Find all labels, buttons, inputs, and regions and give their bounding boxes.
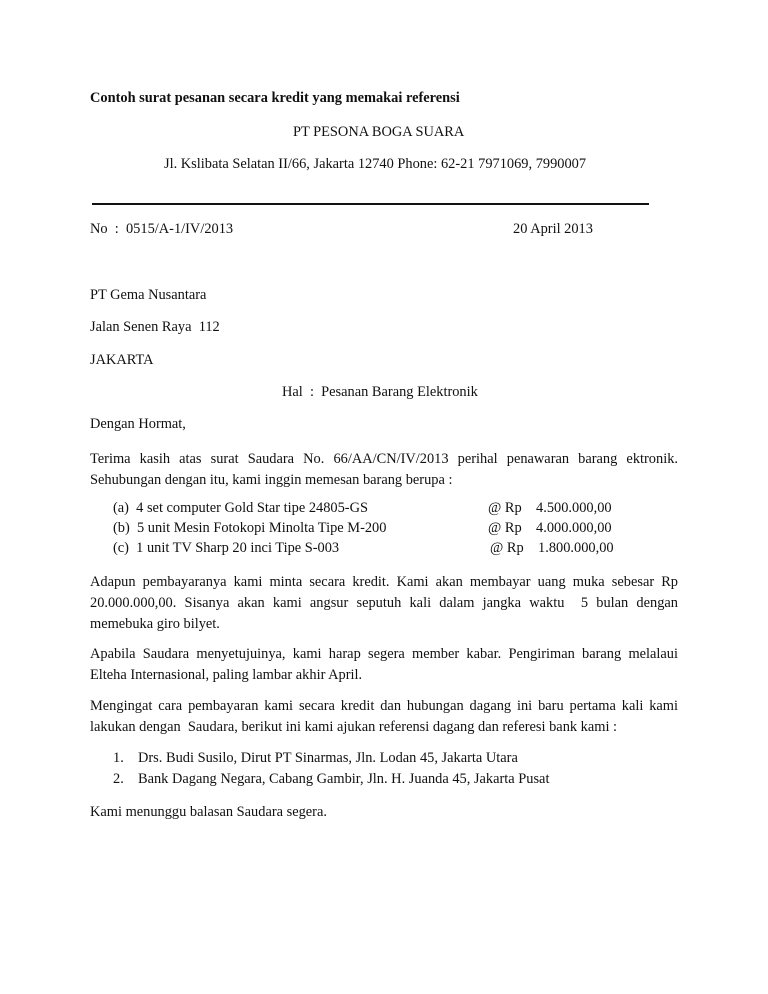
reference-number: 1. [113, 750, 124, 766]
approval-paragraph: Apabila Saudara menyetujuinya, kami harap segera member kabar. Pengiriman barang melalaui Elteha Internasional, paling lambar akhir April. [90, 646, 678, 683]
order-item: (b) 5 unit Mesin Fotokopi Minolta Tipe M-200 [113, 520, 387, 536]
document-title: Contoh surat pesanan secara kredit yang memakai referensi [90, 90, 460, 106]
recipient-street: Jalan Senen Raya 112 [90, 319, 220, 335]
company-address: Jl. Kslibata Selatan II/66, Jakarta 12740 Phone: 62-21 7971069, 7990007 [164, 156, 587, 172]
company-name: PT PESONA BOGA SUARA [293, 124, 465, 140]
letterhead-divider [92, 203, 649, 205]
recipient-name: PT Gema Nusantara [90, 287, 207, 303]
intro-paragraph: Terima kasih atas surat Saudara No. 66/AA/CN/IV/2013 perihal penawaran barang ektronik. Sehubungan dengan itu, kami inggin memesan barang berupa : [90, 451, 678, 488]
order-item: (a) 4 set computer Gold Star tipe 24805-GS [113, 500, 368, 516]
reference-number: 2. [113, 771, 124, 787]
order-item-price: @ Rp 1.800.000,00 [490, 540, 614, 556]
payment-paragraph: Adapun pembayaranya kami minta secara kredit. Kami akan membayar uang muka sebesar Rp 20.000.000,00. Sisanya akan kami angsur seputuh kali dalam jangka waktu 5 bulan dengan memebuka giro bilyet. [90, 574, 682, 632]
reference-item: Drs. Budi Susilo, Dirut PT Sinarmas, Jln. Lodan 45, Jakarta Utara [138, 750, 518, 766]
order-item-price: @ Rp 4.000.000,00 [488, 520, 612, 536]
letter-date: 20 April 2013 [513, 221, 593, 237]
recipient-city: JAKARTA [90, 352, 154, 368]
reference-item: Bank Dagang Negara, Cabang Gambir, Jln. H. Juanda 45, Jakarta Pusat [138, 771, 550, 787]
order-item: (c) 1 unit TV Sharp 20 inci Tipe S-003 [113, 540, 340, 556]
salutation: Dengan Hormat, [90, 416, 186, 432]
references-intro-paragraph: Mengingat cara pembayaran kami secara kredit dan hubungan dagang ini baru pertama kali kami lakukan dengan Saudara, berikut ini kami ajukan referensi dagang dan referesi bank kami : [90, 698, 682, 735]
closing-sentence: Kami menunggu balasan Saudara segera. [90, 804, 327, 820]
letter-number: No : 0515/A-1/IV/2013 [90, 221, 234, 237]
order-item-price: @ Rp 4.500.000,00 [488, 500, 612, 516]
letter-subject: Hal : Pesanan Barang Elektronik [282, 384, 478, 400]
